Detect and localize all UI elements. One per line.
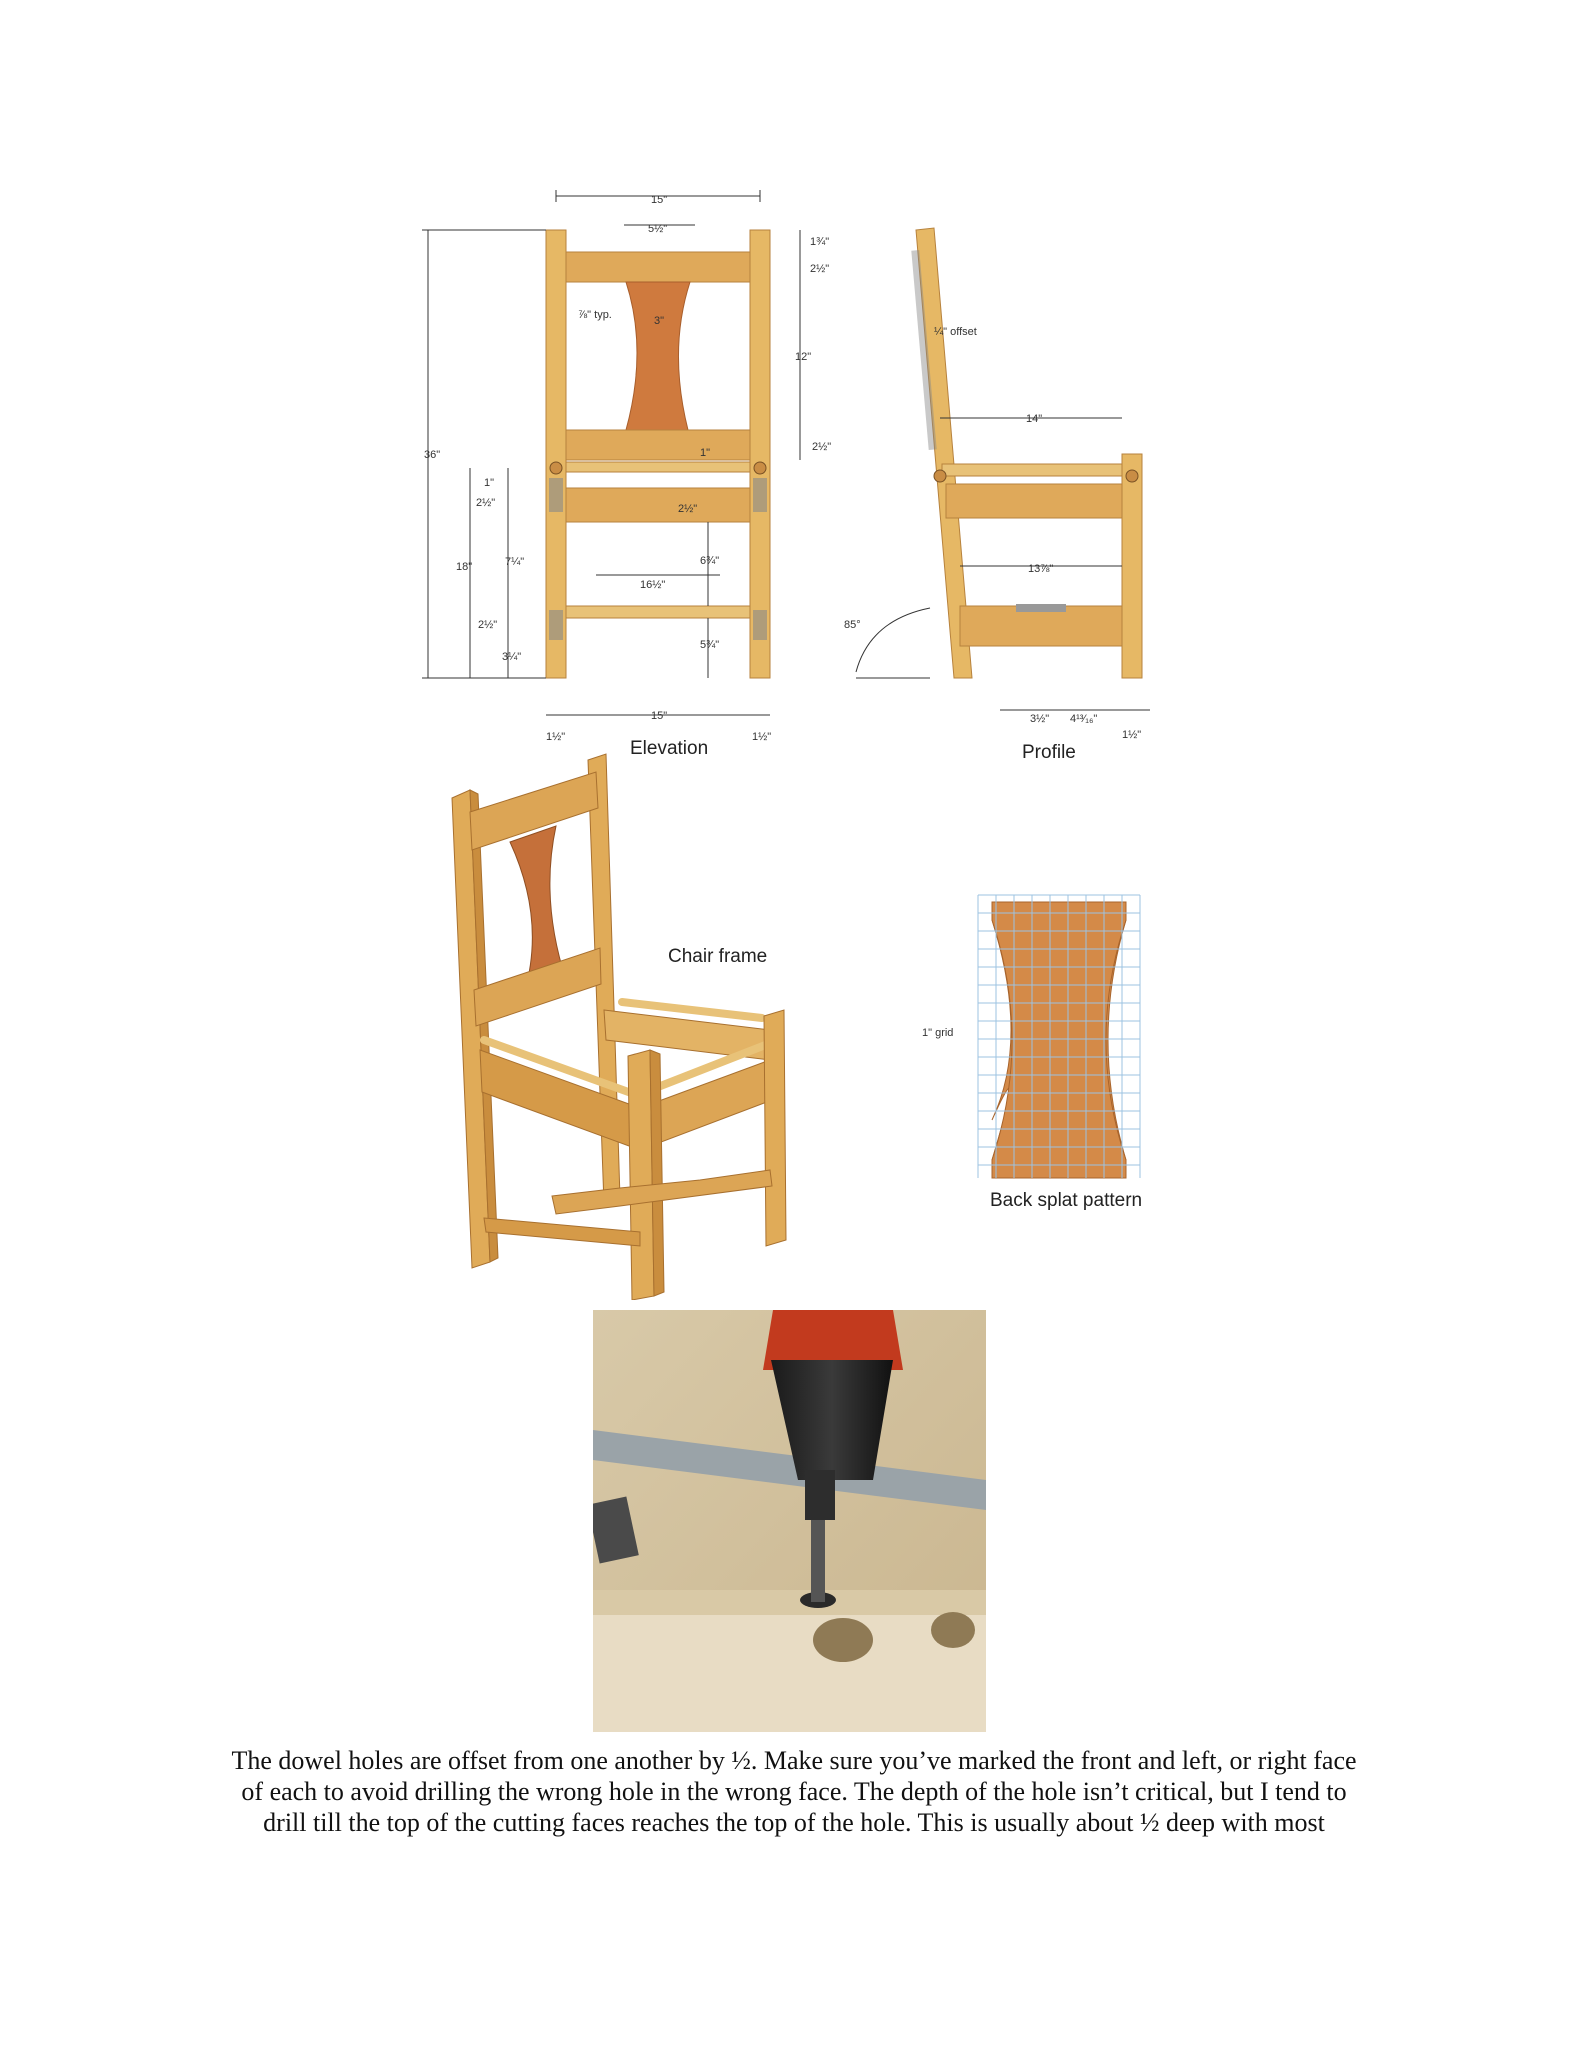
profile-seat-dowel-rail (942, 464, 1122, 476)
dim-stretcher-height: 5¾" (700, 639, 720, 651)
dim-seat-height: 18" (456, 561, 473, 573)
profile-dowel-front (1126, 470, 1138, 482)
dim-post-left: 1½" (546, 731, 566, 743)
lower-back-rail (566, 430, 750, 460)
dim-slat-a: 3½" (1030, 713, 1050, 725)
back-splat-caption: Back splat pattern (990, 1190, 1143, 1211)
dim-stretcher-rail: 2½" (478, 619, 498, 631)
dim-post-right: 1½" (752, 731, 772, 743)
chair-frame-drawing (452, 754, 786, 1300)
body-line-2: of each to avoid drilling the wrong hole in the wrong face. The depth of the hole isn’t critical, but I tend to (241, 1777, 1347, 1806)
dim-rail-lower: 2½" (812, 441, 832, 453)
profile-slat (1016, 604, 1066, 612)
back-splat (626, 282, 690, 430)
back-splat-pattern (922, 895, 1142, 1211)
dim-inner-width: 16½" (640, 579, 666, 591)
dim-offset: ¼" offset (934, 326, 977, 338)
dim-gap-lower: 6¾" (700, 555, 720, 567)
dim-bottom-width: 15" (651, 710, 668, 722)
dim-profile-post: 1½" (1122, 729, 1142, 741)
profile-dimension-lines (856, 418, 1150, 710)
chair-frame-caption: Chair frame (668, 946, 768, 967)
profile-front-leg (1122, 454, 1142, 678)
elevation-caption: Elevation (630, 738, 709, 759)
seat-rail (566, 488, 750, 522)
dim-splat-top: 5½" (648, 223, 668, 235)
dim-leg-gap: 7¼" (505, 556, 525, 568)
hatch-right-1 (753, 478, 767, 512)
profile-side-rail (946, 484, 1122, 518)
dim-top-width: 15" (651, 194, 668, 206)
body-line-3: drill till the top of the cutting faces reaches the top of the hole. This is usually about ½ deep with most (263, 1808, 1325, 1837)
body-line-1: The dowel holes are offset from one another by ½. Make sure you’ve marked the front and left, or right face (231, 1746, 1357, 1775)
dim-splat-waist: 3" (654, 315, 665, 327)
dim-lower-depth: 13⅞" (1028, 563, 1054, 575)
dim-rail-top: 2½" (810, 263, 830, 275)
dim-foot: 3¼" (502, 651, 522, 663)
drilling-photo (593, 1310, 986, 1732)
dim-total-height: 36" (424, 449, 441, 461)
dim-offset-1: 1" (484, 477, 495, 489)
profile-caption: Profile (1022, 742, 1076, 763)
hatch-right-2 (753, 610, 767, 640)
grid-label: 1" grid (922, 1027, 954, 1039)
dim-front-rail: 2½" (678, 503, 698, 515)
hatch-left-1 (549, 478, 563, 512)
dim-dowel-1: 1" (700, 447, 711, 459)
dim-slat-b: 4¹³⁄₁₆" (1070, 713, 1098, 725)
dim-typ: ⅞" typ. (578, 309, 612, 321)
dowel-right (754, 462, 766, 474)
dim-post-top: 1¾" (810, 236, 830, 248)
dowel-left (550, 462, 562, 474)
top-rail (566, 252, 750, 282)
profile-drawing (844, 228, 1150, 763)
dim-seat-depth: 14" (1026, 413, 1043, 425)
seat-dowel-rail (566, 462, 750, 472)
dim-splat-height: 12" (795, 351, 812, 363)
dim-seat-rail: 2½" (476, 497, 496, 509)
elevation-drawing (422, 190, 831, 759)
profile-dowel-back (934, 470, 946, 482)
body-text (150, 1745, 1438, 1838)
stretcher (566, 606, 750, 618)
dim-angle: 85° (844, 619, 861, 631)
hatch-left-2 (549, 610, 563, 640)
